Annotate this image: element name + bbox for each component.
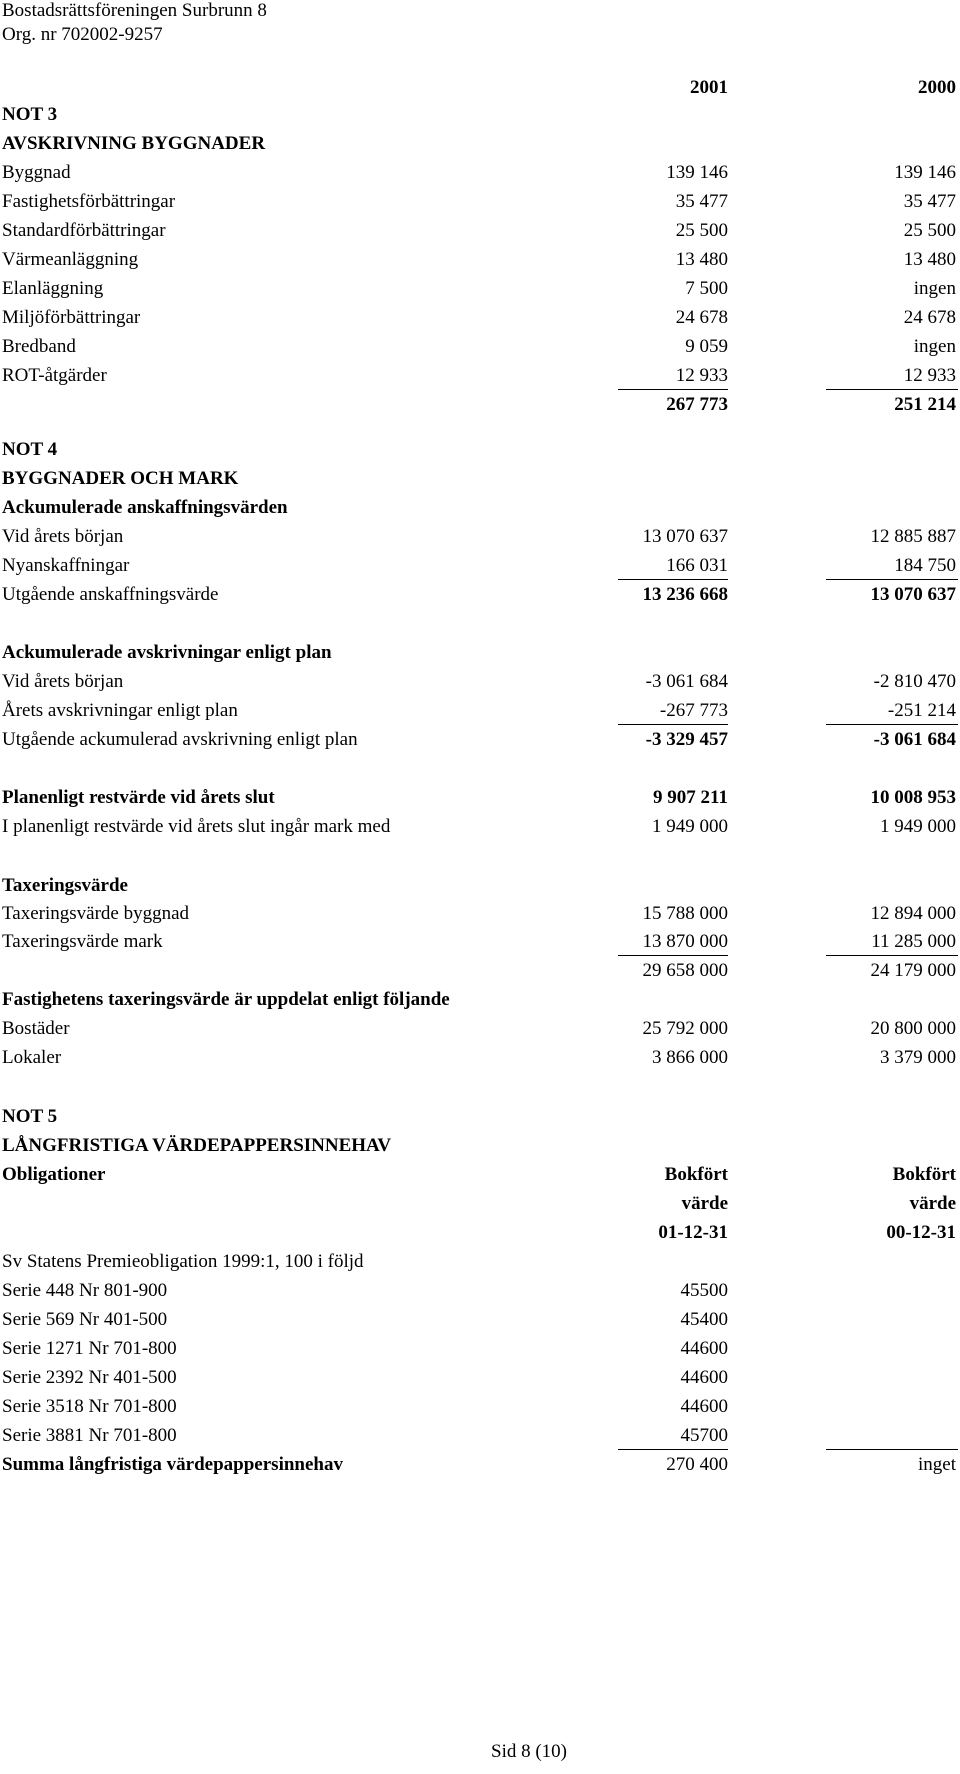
row-label: AVSKRIVNING BYGGNADER — [2, 133, 266, 154]
row-label: LÅNGFRISTIGA VÄRDEPAPPERSINNEHAV — [2, 1135, 392, 1156]
row-label: I planenligt restvärde vid årets slut ingår mark med — [2, 816, 391, 837]
row-label: Lokaler — [2, 1047, 62, 1068]
value-2000: 3 379 000 — [880, 1047, 956, 1068]
row-label: Årets avskrivningar enligt plan — [2, 700, 238, 721]
row-label: Serie 569 Nr 401-500 — [2, 1309, 168, 1330]
sum-underline-2001 — [618, 724, 728, 725]
value-2001: 35 477 — [675, 191, 728, 212]
value-2001: -3 329 457 — [645, 729, 728, 750]
value-2001: 01-12-31 — [658, 1222, 728, 1243]
value-2001: 9 907 211 — [653, 787, 728, 808]
row-label: Serie 2392 Nr 401-500 — [2, 1367, 177, 1388]
value-2000: 20 800 000 — [870, 1018, 956, 1039]
row-label: Standardförbättringar — [2, 220, 166, 241]
page-number: Sid 8 (10) — [491, 1741, 567, 1762]
value-2001: -3 061 684 — [645, 671, 728, 692]
value-2000: 139 146 — [894, 162, 956, 183]
value-2000: -251 214 — [887, 700, 956, 721]
sum-underline-2001 — [618, 579, 728, 580]
sum-underline-2001 — [618, 389, 728, 390]
value-2000: 184 750 — [894, 555, 956, 576]
row-label: ROT-åtgärder — [2, 365, 107, 386]
row-label: Byggnad — [2, 162, 71, 183]
value-2001: 267 773 — [666, 394, 728, 415]
row-label: Summa långfristiga värdepappersinnehav — [2, 1454, 343, 1475]
value-2000: 24 678 — [903, 307, 956, 328]
value-2001: 270 400 — [666, 1454, 728, 1475]
row-label: Serie 448 Nr 801-900 — [2, 1280, 168, 1301]
row-label: Ackumulerade avskrivningar enligt plan — [2, 642, 332, 663]
value-2001: 29 658 000 — [642, 960, 728, 981]
row-label: Serie 3881 Nr 701-800 — [2, 1425, 177, 1446]
value-2001: 15 788 000 — [642, 903, 728, 924]
value-2001: 9 059 — [685, 336, 728, 357]
row-label: Nyanskaffningar — [2, 555, 130, 576]
value-2001: 45400 — [680, 1309, 728, 1330]
sum-underline-2000 — [826, 579, 958, 580]
value-2001: 25 500 — [675, 220, 728, 241]
value-2001: 24 678 — [675, 307, 728, 328]
value-2000: -2 810 470 — [873, 671, 956, 692]
value-2001: 7 500 — [685, 278, 728, 299]
row-label: Utgående anskaffningsvärde — [2, 584, 219, 605]
sum-underline-2000 — [826, 955, 958, 956]
value-2001: 13 236 668 — [642, 584, 728, 605]
value-2001: 25 792 000 — [642, 1018, 728, 1039]
value-2000: 1 949 000 — [880, 816, 956, 837]
row-label: Taxeringsvärde byggnad — [2, 903, 190, 924]
row-label: Sv Statens Premieobligation 1999:1, 100 i följd — [2, 1251, 364, 1272]
row-label: Utgående ackumulerad avskrivning enligt plan — [2, 729, 358, 750]
row-label: Fastighetsförbättringar — [2, 191, 176, 212]
value-2000: värde — [909, 1193, 956, 1214]
value-2000: 12 885 887 — [870, 526, 956, 547]
row-label: Vid årets början — [2, 526, 124, 547]
organisation-number: Org. nr 702002-9257 — [2, 24, 163, 45]
value-2001: 13 480 — [675, 249, 728, 270]
value-2000: 13 480 — [903, 249, 956, 270]
value-2001: Bokfört — [664, 1164, 728, 1185]
row-label: Vid årets början — [2, 671, 124, 692]
row-label: Ackumulerade anskaffningsvärden — [2, 497, 288, 518]
row-label: Taxeringsvärde — [2, 875, 128, 896]
association-name: Bostadsrättsföreningen Surbrunn 8 — [2, 0, 267, 21]
value-2000: 12 894 000 — [870, 903, 956, 924]
value-2000: 00-12-31 — [886, 1222, 956, 1243]
row-label: NOT 4 — [2, 439, 58, 460]
row-label: Elanläggning — [2, 278, 104, 299]
sum-underline-2000 — [826, 389, 958, 390]
value-2001: 44600 — [680, 1338, 728, 1359]
row-label: BYGGNADER OCH MARK — [2, 468, 239, 489]
value-2000: 2000 — [918, 77, 956, 98]
sum-underline-2001 — [618, 955, 728, 956]
value-2001: 3 866 000 — [652, 1047, 728, 1068]
value-2000: 10 008 953 — [870, 787, 956, 808]
row-label: Värmeanläggning — [2, 249, 139, 270]
row-label: Fastighetens taxeringsvärde är uppdelat enligt följande — [2, 989, 450, 1010]
value-2001: 2001 — [690, 77, 728, 98]
sum-underline-2000 — [826, 724, 958, 725]
value-2001: 166 031 — [666, 555, 728, 576]
value-2001: 44600 — [680, 1396, 728, 1417]
row-label: Taxeringsvärde mark — [2, 931, 163, 952]
value-2000: 12 933 — [903, 365, 956, 386]
value-2001: 44600 — [680, 1367, 728, 1388]
value-2001: 45500 — [680, 1280, 728, 1301]
row-label: Serie 3518 Nr 701-800 — [2, 1396, 177, 1417]
value-2000: 11 285 000 — [871, 931, 956, 952]
row-label: Bostäder — [2, 1018, 70, 1039]
sum-underline-2001 — [618, 1449, 728, 1450]
value-2001: värde — [681, 1193, 728, 1214]
row-label: Bredband — [2, 336, 76, 357]
value-2000: inget — [918, 1454, 956, 1475]
value-2001: -267 773 — [659, 700, 728, 721]
value-2000: 35 477 — [903, 191, 956, 212]
value-2001: 45700 — [680, 1425, 728, 1446]
value-2000: 251 214 — [894, 394, 956, 415]
value-2001: 13 070 637 — [642, 526, 728, 547]
row-label: Obligationer — [2, 1164, 106, 1185]
value-2001: 139 146 — [666, 162, 728, 183]
row-label: Serie 1271 Nr 701-800 — [2, 1338, 177, 1359]
value-2000: ingen — [913, 278, 956, 299]
value-2000: ingen — [913, 336, 956, 357]
value-2001: 12 933 — [675, 365, 728, 386]
value-2000: 24 179 000 — [870, 960, 956, 981]
value-2000: 25 500 — [903, 220, 956, 241]
row-label: Miljöförbättringar — [2, 307, 141, 328]
value-2001: 1 949 000 — [652, 816, 728, 837]
row-label: NOT 3 — [2, 104, 58, 125]
value-2000: Bokfört — [892, 1164, 956, 1185]
value-2000: -3 061 684 — [873, 729, 956, 750]
sum-underline-2000 — [826, 1449, 958, 1450]
row-label: Planenligt restvärde vid årets slut — [2, 787, 275, 808]
value-2000: 13 070 637 — [870, 584, 956, 605]
value-2001: 13 870 000 — [642, 931, 728, 952]
row-label: NOT 5 — [2, 1106, 58, 1127]
